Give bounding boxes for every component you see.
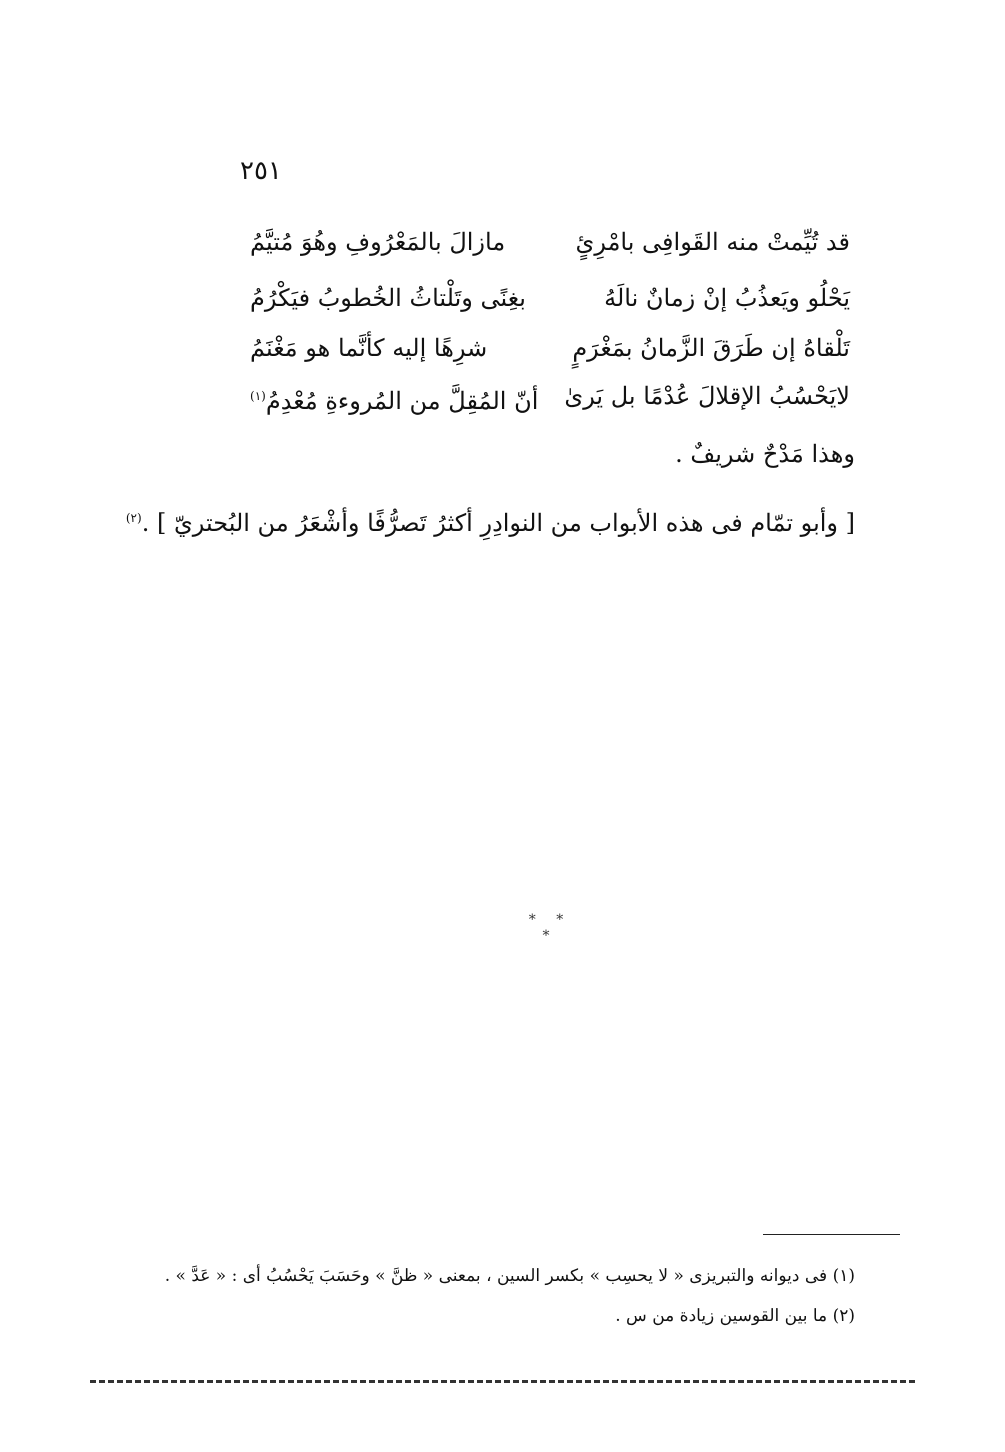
verse-line — [250, 278, 850, 318]
first-hemistich: يَحْلُو ويَعذُبُ إنْ زمانٌ نالَهُ — [604, 284, 850, 312]
prose-line — [126, 498, 855, 543]
verse-line — [250, 222, 850, 262]
first-hemistich: تَلْقاهُ إن طَرَقَ الزَّمانُ بمَغْرَمٍ — [572, 334, 850, 362]
page-number: ٢٥١ — [240, 156, 282, 186]
second-hemistich: مازالَ بالمَعْرُوفِ وهُوَ مُتيَّمُ — [250, 228, 506, 256]
footnote — [165, 1262, 855, 1290]
footnote-reference: (٢) — [125, 511, 142, 525]
verse-line — [250, 376, 850, 416]
footnote-text: فى ديوانه والتبريزى « لا يحسِب » بكسر السين ، بمعنى « ظنَّ » وحَسَبَ يَحْسُبُ أى : « عَدَّ » . — [164, 1266, 828, 1286]
footnote-rule — [763, 1234, 900, 1235]
first-hemistich: لايَحْسُبُ الإقلالَ عُدْمًا بل يَرىٰ — [564, 382, 850, 410]
prose-line: وهذا مَدْحٌ شريفٌ . — [675, 440, 855, 468]
verse-line — [250, 328, 850, 368]
prose-text: [ وأبو تمّام فى هذه الأبواب من النوادِرِ أكثرُ تَصرُّفًا وأشْعَرُ من البُحتريّ ] . — [141, 509, 855, 537]
footnote-reference: (١) — [250, 389, 266, 403]
second-hemistich: شرِهًا إليه كأنَّما هو مَغْنَمُ — [250, 334, 488, 362]
second-hemistich: بغِنًى وتَلْتاثُ الخُطوبُ فيَكْرُمُ — [250, 284, 526, 312]
footnote — [615, 1302, 855, 1330]
bottom-rule — [90, 1380, 915, 1383]
footnote-text: ما بين القوسين زيادة من س . — [615, 1306, 828, 1326]
footnote-number: (١) — [832, 1266, 855, 1286]
verse-text: أنّ المُقِلَّ من المُروءةِ مُعْدِمُ — [265, 387, 539, 415]
first-hemistich: قد تُيِّمتْ منه القَوافِى بامْرِئٍ — [575, 228, 850, 256]
footnote-number: (٢) — [832, 1306, 855, 1326]
second-hemistich — [250, 376, 538, 421]
section-separator: * * * — [528, 912, 572, 944]
